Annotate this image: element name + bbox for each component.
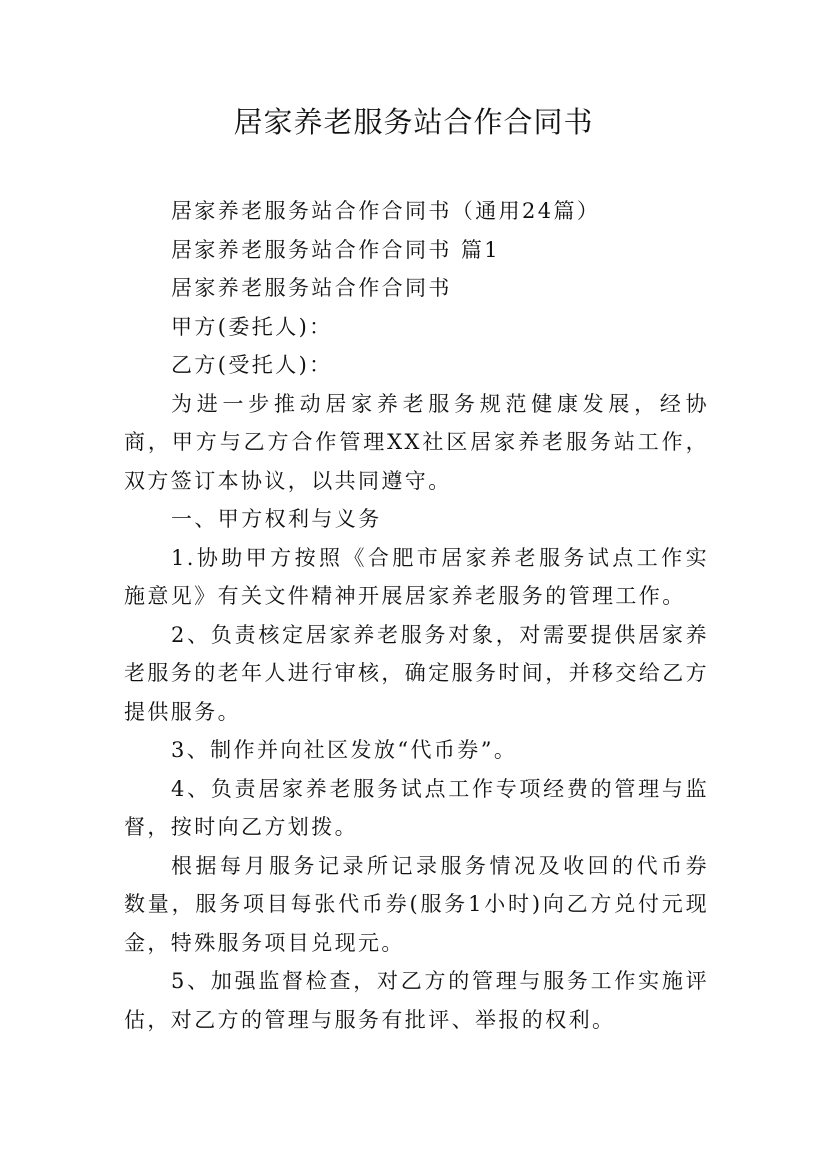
- paragraph-article-heading: 居家养老服务站合作合同书 篇1: [171, 237, 501, 262]
- paragraph-collection-title: 居家养老服务站合作合同书（通用24篇）: [171, 199, 601, 223]
- paragraph-clause-4: 4、负责居家养老服务试点工作专项经费的管理与监督，按时向乙方划拨。: [124, 776, 709, 839]
- paragraph-clause-3: 3、制作并向社区发放“代币券”。: [171, 738, 518, 762]
- paragraph-clause-5: 5、加强监督检查，对乙方的管理与服务工作实施评估，对乙方的管理与服务有批评、举报的权利。: [124, 969, 709, 1032]
- paragraph-party-a: 甲方(委托人)：: [171, 314, 333, 339]
- paragraph-party-b: 乙方(受托人)：: [171, 353, 333, 377]
- paragraph-payment-detail: 根据每月服务记录所记录服务情况及收回的代币券数量，服务项目每张代币券(服务1小时)向乙方兑付元现金，特殊服务项目兑现元。: [124, 853, 709, 955]
- document-body: [124, 192, 709, 1039]
- paragraph-clause-1: 1.协助甲方按照《合肥市居家养老服务试点工作实施意见》有关文件精神开展居家养老服务的管理工作。: [124, 545, 709, 608]
- paragraph-section-heading: 一、甲方权利与义务: [171, 507, 382, 531]
- paragraph-contract-name: 居家养老服务站合作合同书: [171, 276, 452, 300]
- paragraph-clause-2: 2、负责核定居家养老服务对象，对需要提供居家养老服务的老年人进行审核，确定服务时间，并移交给乙方提供服务。: [124, 622, 709, 724]
- document-title: 居家养老服务站合作合同书: [233, 105, 594, 139]
- paragraph-preamble: 为进一步推动居家养老服务规范健康发展，经协商，甲方与乙方合作管理XX社区居家养老服务站工作，双方签订本协议，以共同遵守。: [124, 391, 709, 493]
